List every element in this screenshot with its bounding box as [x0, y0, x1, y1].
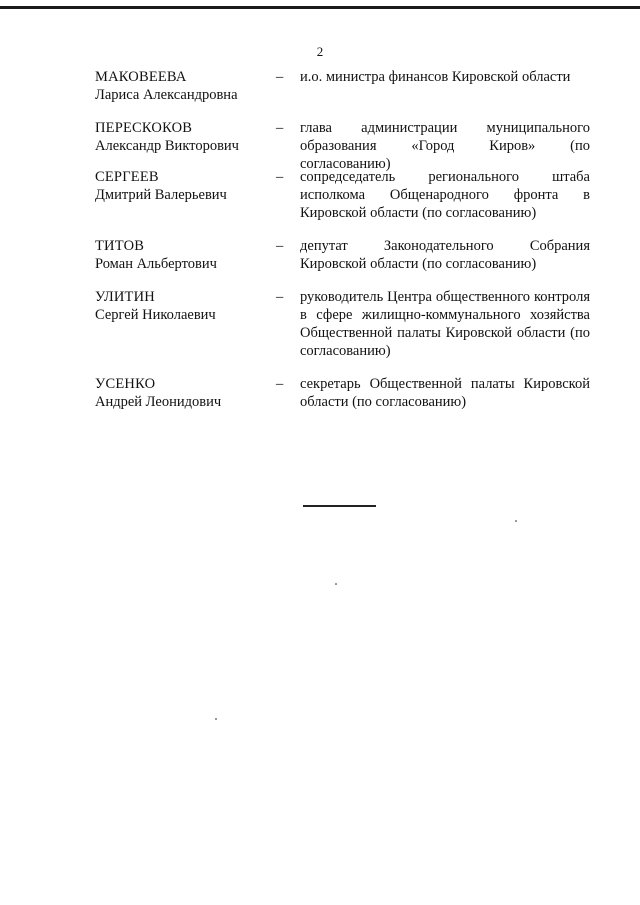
member-given-names: Андрей Леонидович	[95, 394, 222, 410]
scan-speck	[515, 520, 517, 522]
member-role: депутат Законодательного Собрания Кировской области (по согласованию)	[300, 238, 590, 272]
page-number: 2	[316, 44, 324, 59]
member-role: руководитель Центра общественного контроля в сфере жилищно-коммунального хозяйства Общественной палаты Кировской области (по согласованию)	[300, 289, 590, 359]
member-given-names: Роман Альбертович	[95, 256, 217, 272]
member-dash: –	[276, 376, 284, 392]
member-given-names: Лариса Александровна	[95, 87, 238, 103]
member-dash: –	[276, 69, 284, 85]
member-name	[95, 119, 270, 155]
member-role: и.о. министра финансов Кировской области	[300, 69, 571, 85]
member-surname: МАКОВЕЕВА	[95, 69, 187, 85]
member-dash: –	[276, 169, 284, 185]
member-surname: УСЕНКО	[95, 376, 156, 392]
member-surname: ТИТОВ	[95, 238, 145, 254]
member-name	[95, 237, 270, 273]
member-name	[95, 168, 270, 204]
top-border-rule	[0, 6, 640, 9]
scan-speck	[215, 718, 217, 720]
scan-speck	[335, 583, 337, 585]
end-of-list-rule	[303, 505, 376, 507]
member-surname: ПЕРЕСКОКОВ	[95, 120, 193, 136]
member-name	[95, 68, 270, 104]
member-role: сопредседатель регионального штаба исполкома Общенародного фронта в Кировской области (по согласованию)	[300, 169, 590, 221]
member-dash: –	[276, 289, 284, 305]
member-given-names: Александр Викторович	[95, 138, 239, 154]
member-given-names: Сергей Николаевич	[95, 307, 216, 323]
member-dash: –	[276, 120, 284, 136]
member-name	[95, 288, 270, 324]
member-role: глава администрации муниципального образования «Город Киров» (по согласованию)	[300, 120, 590, 172]
member-role: секретарь Общественной палаты Кировской области (по согласованию)	[300, 376, 590, 410]
member-surname: УЛИТИН	[95, 289, 155, 305]
member-surname: СЕРГЕЕВ	[95, 169, 159, 185]
member-dash: –	[276, 238, 284, 254]
member-given-names: Дмитрий Валерьевич	[95, 187, 227, 203]
member-name	[95, 375, 270, 411]
